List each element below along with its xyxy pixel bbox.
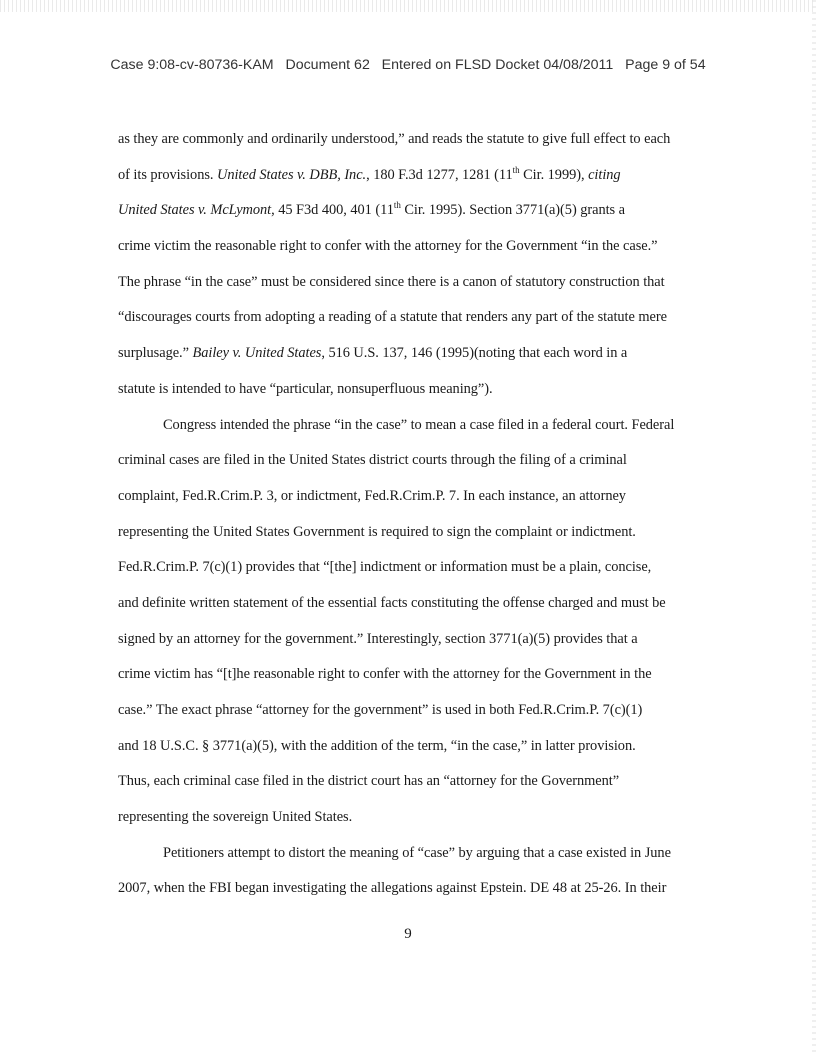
text-line: and definite written statement of the essential facts constituting the offense charged and must be — [118, 594, 666, 611]
page-indicator: Page 9 of 54 — [625, 57, 706, 73]
text-line: of its provisions. United States v. DBB, Inc., 180 F.3d 1277, 1281 (11th Cir. 1999), citing — [118, 164, 621, 183]
text-line: Congress intended the phrase “in the case” to mean a case filed in a federal court. Federal — [163, 416, 675, 433]
text-line: crime victim has “[t]he reasonable right to confer with the attorney for the Government in the — [118, 666, 652, 683]
text-line: “discourages courts from adopting a reading of a statute that renders any part of the statute mere — [118, 309, 667, 326]
text-line: Thus, each criminal case filed in the district court has an “attorney for the Government” — [118, 773, 620, 790]
text-line: signed by an attorney for the government.” Interestingly, section 3771(a)(5) provides that a — [118, 630, 638, 647]
docket-header — [0, 57, 816, 73]
text-line: crime victim the reasonable right to confer with the attorney for the Government “in the case.” — [118, 238, 658, 255]
text-line: Fed.R.Crim.P. 7(c)(1) provides that “[the] indictment or information must be a plain, concise, — [118, 559, 652, 576]
text-line: representing the United States Government is required to sign the complaint or indictment. — [118, 523, 636, 540]
body-text — [118, 127, 708, 912]
text-line: 2007, when the FBI began investigating the allegations against Epstein. DE 48 at 25-26. In their — [118, 880, 667, 897]
text-line: United States v. McLymont, 45 F3d 400, 401 (11th Cir. 1995). Section 3771(a)(5) grants a — [118, 200, 625, 219]
scan-artifact-top — [0, 0, 816, 12]
text-line: Petitioners attempt to distort the meaning of “case” by arguing that a case existed in June — [163, 844, 671, 861]
document-number: Document 62 — [285, 57, 370, 73]
text-line: criminal cases are filed in the United States district courts through the filing of a criminal — [118, 452, 627, 469]
text-line: statute is intended to have “particular, nonsuperfluous meaning”). — [118, 380, 493, 397]
case-number: Case 9:08-cv-80736-KAM — [110, 57, 274, 73]
text-line: case.” The exact phrase “attorney for the government” is used in both Fed.R.Crim.P. 7(c)(1) — [118, 702, 643, 718]
text-line: and 18 U.S.C. § 3771(a)(5), with the addition of the term, “in the case,” in latter provision. — [118, 737, 636, 754]
scan-artifact-right — [812, 0, 816, 1056]
docket-entry: Entered on FLSD Docket 04/08/2011 — [381, 57, 614, 73]
text-line: complaint, Fed.R.Crim.P. 3, or indictment, Fed.R.Crim.P. 7. In each instance, an attorney — [118, 487, 626, 504]
text-line: surplusage.” Bailey v. United States, 516 U.S. 137, 146 (1995)(noting that each word in a — [118, 345, 628, 362]
page-number: 9 — [404, 926, 412, 942]
text-line: The phrase “in the case” must be considered since there is a canon of statutory construction that — [118, 273, 665, 290]
text-line: as they are commonly and ordinarily understood,” and reads the statute to give full effect to each — [118, 131, 671, 147]
text-line: representing the sovereign United States. — [118, 809, 353, 826]
